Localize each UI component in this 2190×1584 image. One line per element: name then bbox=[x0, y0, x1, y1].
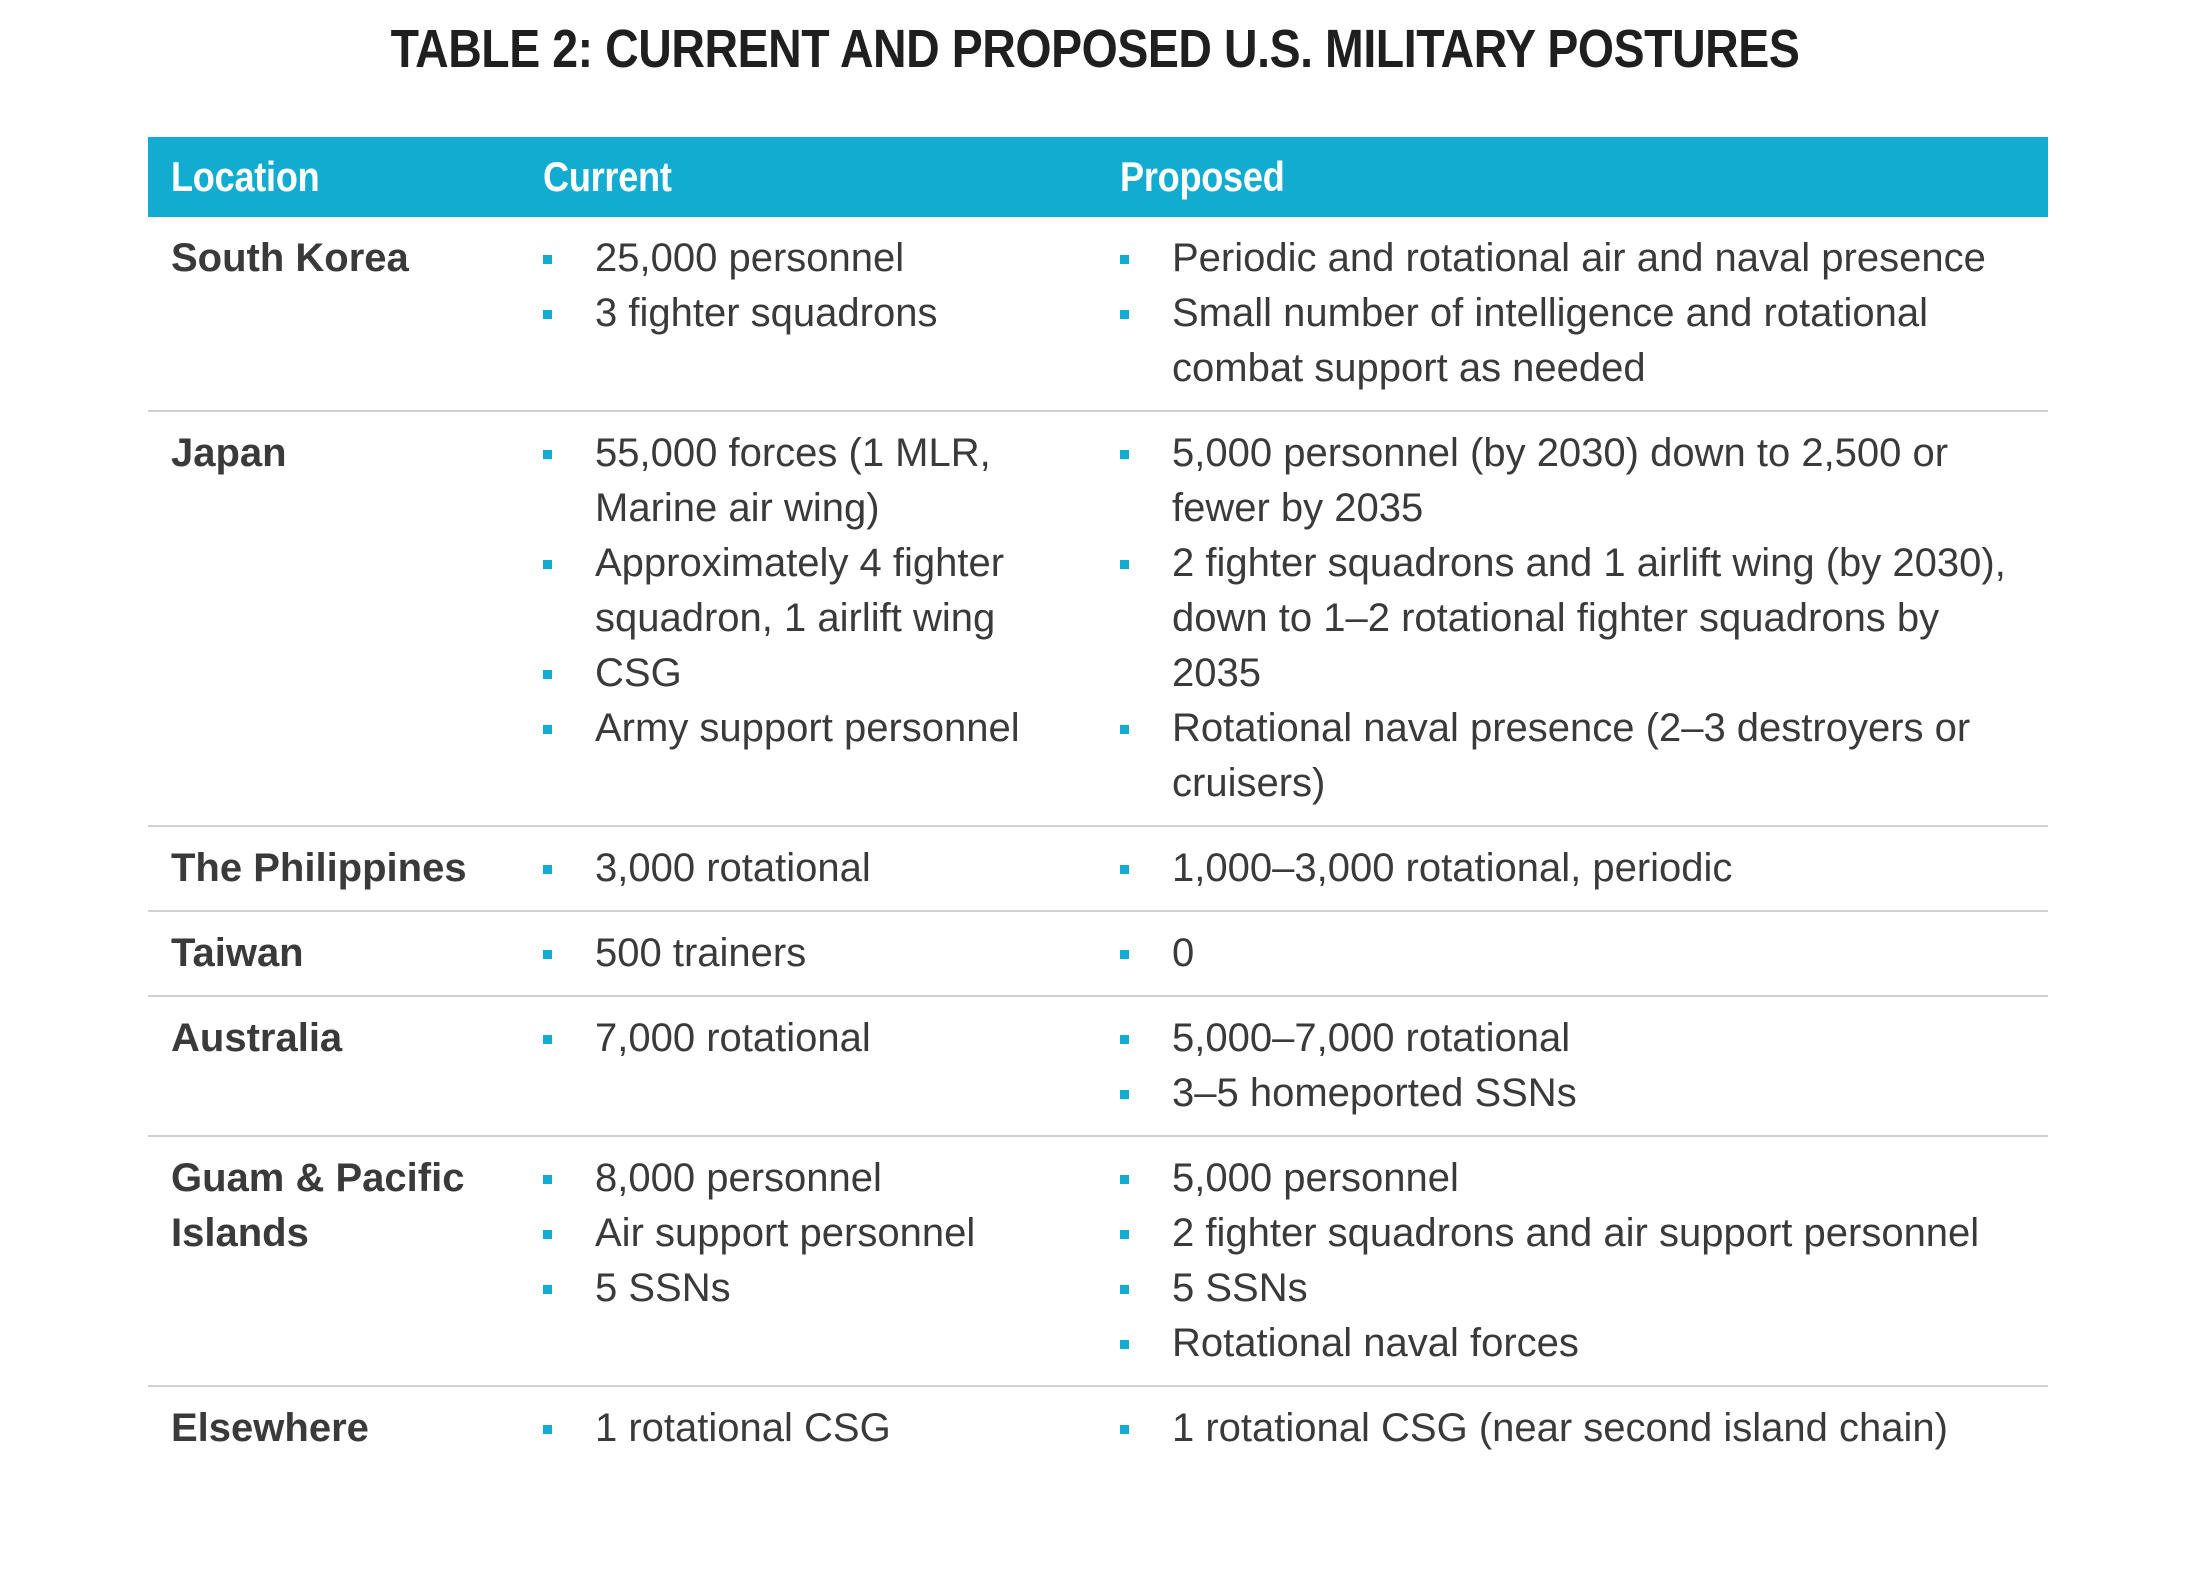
bullet-square-icon bbox=[1120, 310, 1129, 319]
bullet-square-icon bbox=[543, 865, 552, 874]
list-item bbox=[1120, 1206, 2048, 1261]
table-row bbox=[148, 911, 2048, 996]
proposed-list bbox=[1120, 926, 2048, 981]
bullet-square-icon bbox=[1120, 255, 1129, 264]
location-cell: The Philippines bbox=[148, 826, 520, 911]
bullet-square-icon bbox=[1120, 1035, 1129, 1044]
bullet-square-icon bbox=[1120, 1090, 1129, 1099]
list-item-text: 3,000 rotational bbox=[595, 846, 871, 890]
table-row bbox=[148, 826, 2048, 911]
list-item bbox=[543, 426, 1097, 536]
header-location-label: Location bbox=[171, 153, 320, 200]
bullet-square-icon bbox=[543, 1175, 552, 1184]
list-item-text: 0 bbox=[1172, 931, 1195, 975]
list-item-text: Air support personnel bbox=[595, 1211, 976, 1255]
list-item bbox=[1120, 701, 2048, 811]
list-item-text: 7,000 rotational bbox=[595, 1016, 871, 1060]
bullet-square-icon bbox=[1120, 1425, 1129, 1434]
list-item-text: 3 fighter squadrons bbox=[595, 291, 938, 335]
table-title: TABLE 2: CURRENT AND PROPOSED U.S. MILITARY POSTURES bbox=[390, 19, 1800, 79]
list-item bbox=[543, 646, 1097, 701]
table-row bbox=[148, 996, 2048, 1136]
list-item-text: 3–5 homeported SSNs bbox=[1172, 1071, 1577, 1115]
list-item-text: 5 SSNs bbox=[595, 1266, 731, 1310]
location-cell: Elsewhere bbox=[171, 1406, 369, 1450]
header-location bbox=[148, 137, 520, 217]
proposed-cell bbox=[1097, 1386, 2048, 1470]
proposed-list bbox=[1120, 231, 2048, 396]
list-item-text: 500 trainers bbox=[595, 931, 807, 975]
list-item bbox=[1120, 286, 2048, 396]
current-cell bbox=[520, 911, 1097, 996]
location-cell: Taiwan bbox=[148, 911, 520, 996]
location-cell: Japan bbox=[148, 411, 520, 826]
list-item bbox=[543, 841, 1097, 896]
list-item-text: 5,000 personnel (by 2030) down to 2,500 or fewer by 2035 bbox=[1172, 431, 1949, 530]
list-item bbox=[1120, 536, 2048, 701]
proposed-cell bbox=[1097, 826, 2048, 911]
bullet-square-icon bbox=[543, 1230, 552, 1239]
current-list bbox=[543, 926, 1097, 981]
proposed-list bbox=[1120, 841, 2048, 896]
proposed-list bbox=[1120, 1151, 2048, 1371]
header-row bbox=[148, 137, 2048, 217]
list-item-text: Army support personnel bbox=[595, 706, 1020, 750]
header-proposed bbox=[1097, 137, 2048, 217]
list-item bbox=[543, 1011, 1097, 1066]
current-list bbox=[543, 841, 1097, 896]
list-item bbox=[1120, 1316, 2048, 1371]
table-row bbox=[148, 411, 2048, 826]
list-item bbox=[1120, 1261, 2048, 1316]
list-item-text: 55,000 forces (1 MLR, Marine air wing) bbox=[595, 431, 991, 530]
header-current-label: Current bbox=[543, 153, 672, 200]
posture-table-container bbox=[148, 137, 2048, 1470]
location-cell: South Korea bbox=[148, 217, 520, 411]
list-item-text: 1 rotational CSG bbox=[595, 1406, 891, 1450]
list-item bbox=[543, 1151, 1097, 1206]
current-cell bbox=[520, 1136, 1097, 1386]
bullet-square-icon bbox=[543, 1285, 552, 1294]
bullet-square-icon bbox=[543, 1425, 552, 1434]
proposed-list bbox=[1120, 426, 2048, 811]
table-header bbox=[148, 137, 2048, 217]
bullet-square-icon bbox=[543, 310, 552, 319]
list-item bbox=[1120, 841, 2048, 896]
bullet-square-icon bbox=[543, 255, 552, 264]
list-item bbox=[1120, 231, 2048, 286]
bullet-square-icon bbox=[1120, 725, 1129, 734]
bullet-square-icon bbox=[543, 450, 552, 459]
current-list bbox=[543, 231, 1097, 341]
location-cell: Guam & Pacific Islands bbox=[148, 1136, 520, 1386]
table-row bbox=[148, 1386, 2048, 1470]
list-item-text: Small number of intelligence and rotational combat support as needed bbox=[1172, 291, 1928, 390]
list-item bbox=[543, 1206, 1097, 1261]
location-cell: Australia bbox=[148, 996, 520, 1136]
list-item-text: 2 fighter squadrons and 1 airlift wing (by 2030), down to 1–2 rotational fighter squadrons by 2035 bbox=[1172, 541, 2006, 695]
list-item-text: Periodic and rotational air and naval presence bbox=[1172, 236, 1986, 280]
bullet-square-icon bbox=[1120, 950, 1129, 959]
list-item-text: 5,000 personnel bbox=[1172, 1156, 1459, 1200]
list-item-text: 5,000–7,000 rotational bbox=[1172, 1016, 1571, 1060]
list-item-text: 8,000 personnel bbox=[595, 1156, 882, 1200]
list-item bbox=[543, 231, 1097, 286]
proposed-cell bbox=[1097, 411, 2048, 826]
bullet-square-icon bbox=[1120, 1175, 1129, 1184]
list-item bbox=[1120, 1401, 2048, 1456]
list-item-text: 5 SSNs bbox=[1172, 1266, 1308, 1310]
bullet-square-icon bbox=[1120, 1230, 1129, 1239]
list-item bbox=[543, 926, 1097, 981]
bullet-square-icon bbox=[543, 725, 552, 734]
table-row bbox=[148, 217, 2048, 411]
current-cell bbox=[520, 217, 1097, 411]
list-item-text: 25,000 personnel bbox=[595, 236, 905, 280]
list-item bbox=[543, 286, 1097, 341]
list-item-text: CSG bbox=[595, 651, 682, 695]
bullet-square-icon bbox=[543, 950, 552, 959]
current-list bbox=[543, 1151, 1097, 1316]
proposed-cell bbox=[1097, 911, 2048, 996]
list-item bbox=[1120, 1151, 2048, 1206]
list-item bbox=[543, 701, 1097, 756]
bullet-square-icon bbox=[1120, 450, 1129, 459]
list-item-text: 1,000–3,000 rotational, periodic bbox=[1172, 846, 1733, 890]
current-cell bbox=[520, 411, 1097, 826]
list-item-text: Rotational naval forces bbox=[1172, 1321, 1579, 1365]
header-current bbox=[520, 137, 1097, 217]
list-item-text: 1 rotational CSG (near second island chain) bbox=[1172, 1406, 1948, 1450]
header-proposed-label: Proposed bbox=[1120, 153, 1285, 200]
proposed-cell bbox=[1097, 996, 2048, 1136]
current-list bbox=[543, 1401, 1097, 1456]
table-row bbox=[148, 1136, 2048, 1386]
list-item bbox=[1120, 426, 2048, 536]
list-item bbox=[1120, 1011, 2048, 1066]
posture-table bbox=[148, 137, 2048, 1470]
current-list bbox=[543, 1011, 1097, 1066]
current-cell bbox=[520, 826, 1097, 911]
list-item bbox=[1120, 1066, 2048, 1121]
proposed-list bbox=[1120, 1011, 2048, 1121]
proposed-cell bbox=[1097, 1136, 2048, 1386]
bullet-square-icon bbox=[1120, 1340, 1129, 1349]
current-list bbox=[543, 426, 1097, 756]
bullet-square-icon bbox=[543, 670, 552, 679]
bullet-square-icon bbox=[543, 1035, 552, 1044]
list-item-text: Rotational naval presence (2–3 destroyers or cruisers) bbox=[1172, 706, 1971, 805]
list-item bbox=[543, 1401, 1097, 1456]
table-body bbox=[148, 217, 2048, 1470]
list-item bbox=[543, 536, 1097, 646]
list-item-text: 2 fighter squadrons and air support personnel bbox=[1172, 1211, 1980, 1255]
list-item-text: Approximately 4 fighter squadron, 1 airlift wing bbox=[595, 541, 1005, 640]
bullet-square-icon bbox=[1120, 1285, 1129, 1294]
proposed-cell bbox=[1097, 217, 2048, 411]
proposed-list bbox=[1120, 1401, 2048, 1456]
current-cell bbox=[520, 1386, 1097, 1470]
list-item bbox=[1120, 926, 2048, 981]
current-cell bbox=[520, 996, 1097, 1136]
bullet-square-icon bbox=[1120, 865, 1129, 874]
list-item bbox=[543, 1261, 1097, 1316]
bullet-square-icon bbox=[543, 560, 552, 569]
bullet-square-icon bbox=[1120, 560, 1129, 569]
